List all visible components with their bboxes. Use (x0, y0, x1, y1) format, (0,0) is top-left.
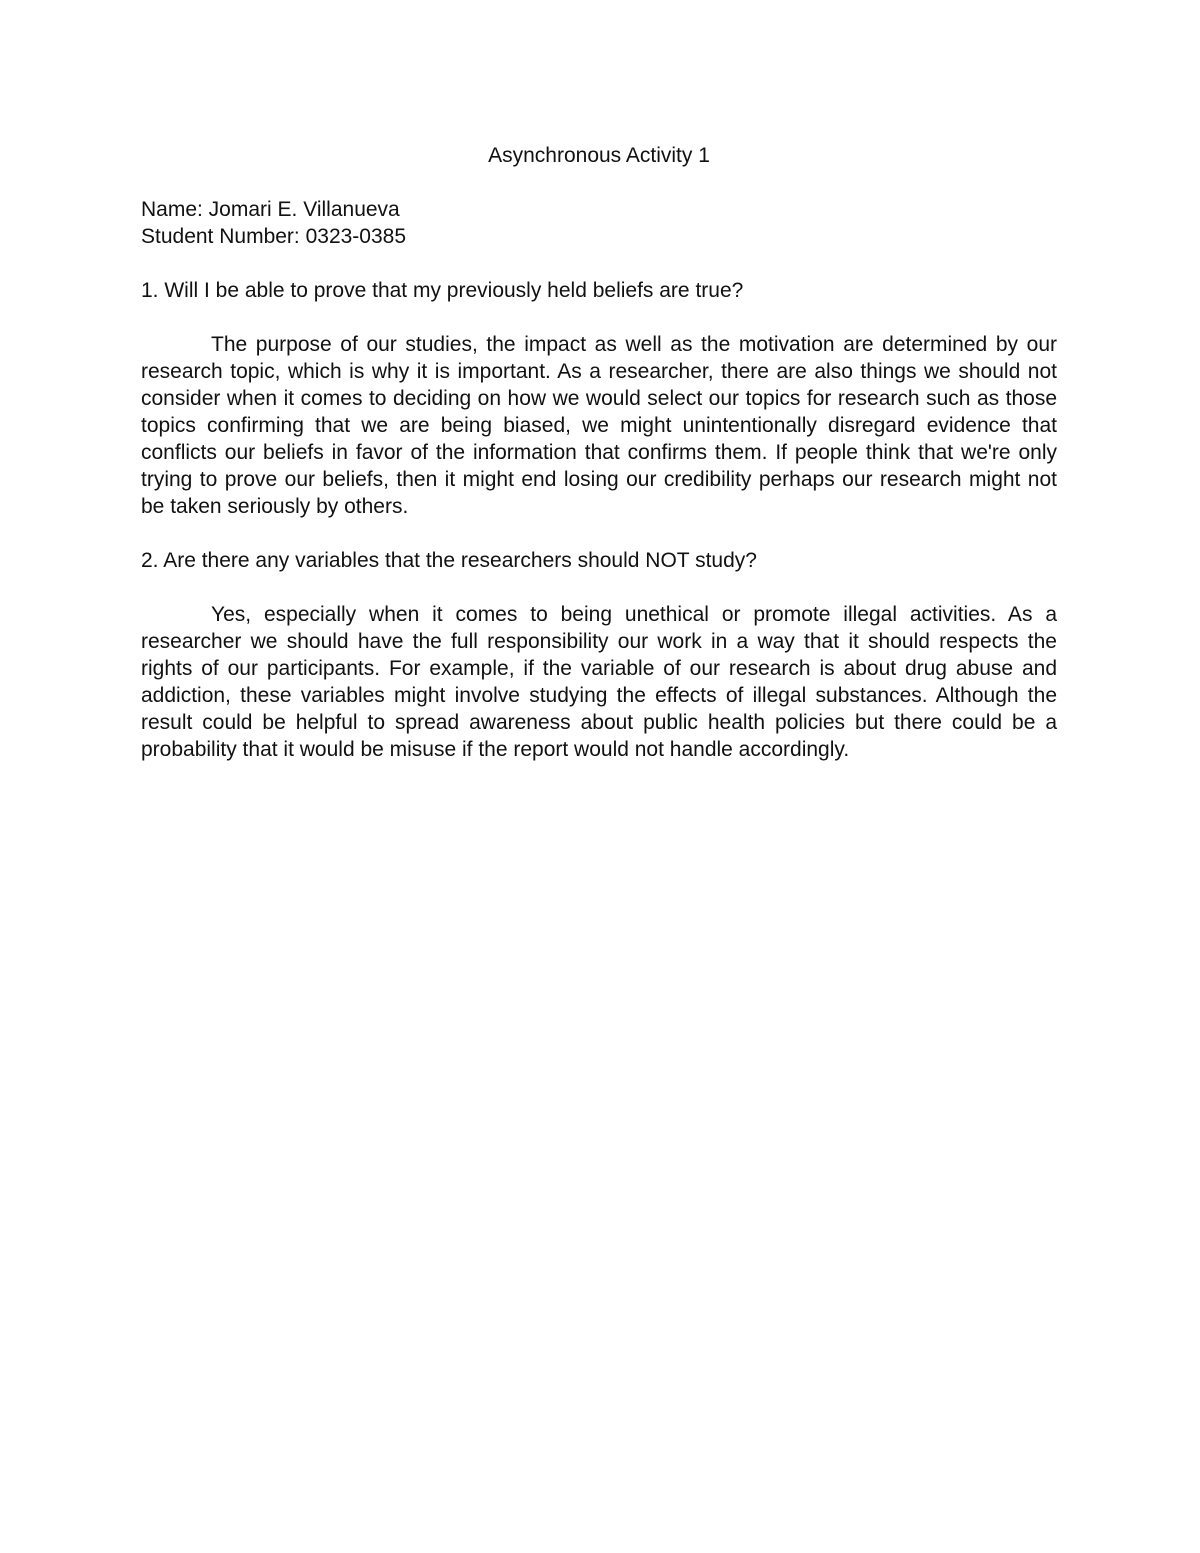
question-2: 2. Are there any variables that the researchers should NOT study? (141, 549, 757, 572)
spacer (141, 520, 1057, 547)
question-1: 1. Will I be able to prove that my previously held beliefs are true? (141, 279, 744, 302)
document-content (141, 142, 1057, 763)
document-title: Asynchronous Activity 1 (488, 144, 710, 167)
student-number: Student Number: 0323-0385 (141, 225, 407, 248)
answer-1: The purpose of our studies, the impact as well as the motivation are determined by our research topic, which is why it is important. As a researcher, there are also things we should not consider when it comes to deciding on how we would select our topics for research such as those topics confirming that we are being biased, we might unintentionally disregard evidence that conflicts our beliefs in favor of the information that confirms them. If people think that we're only trying to prove our beliefs, then it might end losing our credibility perhaps our research might not be taken seriously by others. (141, 333, 1057, 518)
answer-2: Yes, especially when it comes to being unethical or promote illegal activities. As a researcher we should have the full responsibility our work in a way that it should respects the rights of our participants. For example, if the variable of our research is about drug abuse and addiction, these variables might involve studying the effects of illegal substances. Although the result could be helpful to spread awareness about public health policies but there could be a probability that it would be misuse if the report would not handle accordingly. (141, 603, 1057, 761)
spacer (141, 574, 1057, 601)
spacer (141, 250, 1057, 277)
student-name: Name: Jomari E. Villanueva (141, 198, 400, 221)
spacer (141, 304, 1057, 331)
